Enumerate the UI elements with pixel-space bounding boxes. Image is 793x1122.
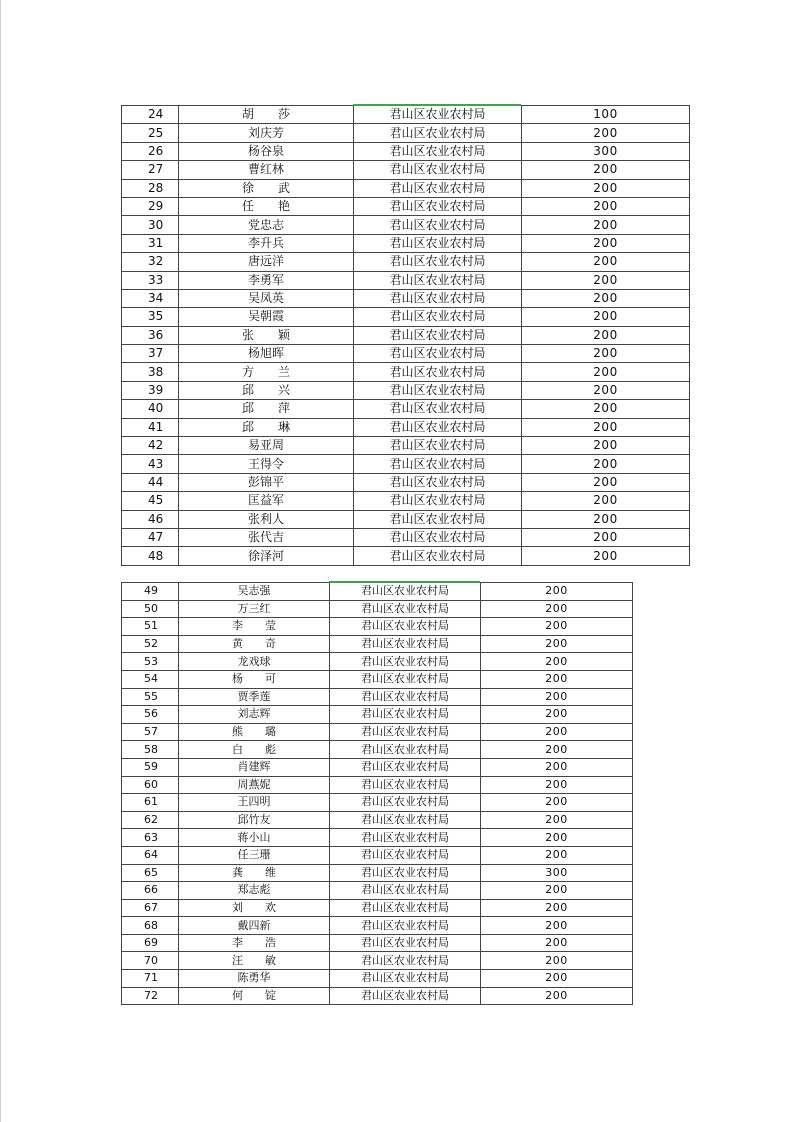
table-row	[122, 653, 633, 671]
row-number: 24	[122, 106, 179, 124]
table-row	[122, 124, 690, 142]
person-name: 李 浩	[179, 934, 330, 952]
unit-name: 君山区农业农村局	[330, 899, 481, 917]
row-number: 50	[122, 600, 179, 618]
row-number: 61	[122, 794, 179, 812]
table-row	[122, 846, 633, 864]
person-name: 彭锦平	[179, 473, 354, 491]
unit-name: 君山区农业农村局	[330, 723, 481, 741]
highlight-top-border-2	[329, 581, 480, 583]
amount-value: 200	[522, 216, 690, 234]
unit-name: 君山区农业农村局	[330, 653, 481, 671]
unit-name: 君山区农业农村局	[354, 179, 522, 197]
row-number: 53	[122, 653, 179, 671]
row-number: 57	[122, 723, 179, 741]
person-name: 吴朝霞	[179, 308, 354, 326]
row-number: 36	[122, 326, 179, 344]
row-number: 28	[122, 179, 179, 197]
amount-value: 200	[481, 706, 633, 724]
person-name: 贾季莲	[179, 688, 330, 706]
table-row	[122, 600, 633, 618]
person-name: 徐泽河	[179, 547, 354, 565]
person-name: 张利人	[179, 510, 354, 528]
table-row	[122, 547, 690, 565]
amount-value: 200	[522, 528, 690, 546]
amount-value: 200	[481, 600, 633, 618]
unit-name: 君山区农业农村局	[330, 600, 481, 618]
amount-value: 200	[522, 381, 690, 399]
table-row	[122, 161, 690, 179]
unit-name: 君山区农业农村局	[354, 234, 522, 252]
person-name: 党忠志	[179, 216, 354, 234]
unit-name: 君山区农业农村局	[354, 510, 522, 528]
unit-name: 君山区农业农村局	[330, 829, 481, 847]
amount-value: 200	[481, 758, 633, 776]
table-row	[122, 882, 633, 900]
person-name: 周燕妮	[179, 776, 330, 794]
unit-name: 君山区农业农村局	[354, 437, 522, 455]
table-row	[122, 758, 633, 776]
amount-value: 200	[522, 363, 690, 381]
unit-name: 君山区农业农村局	[330, 987, 481, 1005]
unit-name: 君山区农业农村局	[354, 106, 522, 124]
amount-value: 200	[481, 882, 633, 900]
unit-name: 君山区农业农村局	[354, 253, 522, 271]
row-number: 51	[122, 618, 179, 636]
table-row	[122, 418, 690, 436]
unit-name: 君山区农业农村局	[354, 363, 522, 381]
table-row	[122, 618, 633, 636]
unit-name: 君山区农业农村局	[330, 917, 481, 935]
row-number: 70	[122, 952, 179, 970]
person-name: 张 颖	[179, 326, 354, 344]
table-row	[122, 864, 633, 882]
row-number: 40	[122, 400, 179, 418]
amount-value: 200	[522, 234, 690, 252]
amount-value: 100	[522, 106, 690, 124]
unit-name: 君山区农业农村局	[330, 706, 481, 724]
unit-name: 君山区农业农村局	[354, 271, 522, 289]
row-number: 68	[122, 917, 179, 935]
person-name: 邱 兴	[179, 381, 354, 399]
table-row	[122, 811, 633, 829]
table-row	[122, 400, 690, 418]
unit-name: 君山区农业农村局	[330, 758, 481, 776]
amount-value: 200	[522, 197, 690, 215]
table-row	[122, 899, 633, 917]
row-number: 47	[122, 528, 179, 546]
table-row	[122, 670, 633, 688]
table-row	[122, 106, 690, 124]
table-row	[122, 142, 690, 160]
person-name: 郑志彪	[179, 882, 330, 900]
unit-name: 君山区农业农村局	[354, 216, 522, 234]
amount-value: 200	[481, 899, 633, 917]
table-row	[122, 363, 690, 381]
person-name: 黄 奇	[179, 635, 330, 653]
amount-value: 200	[522, 271, 690, 289]
unit-name: 君山区农业农村局	[354, 142, 522, 160]
unit-name: 君山区农业农村局	[330, 864, 481, 882]
table-row	[122, 289, 690, 307]
row-number: 72	[122, 987, 179, 1005]
unit-name: 君山区农业农村局	[330, 635, 481, 653]
amount-value: 200	[481, 635, 633, 653]
table-row	[122, 917, 633, 935]
person-name: 邱竹友	[179, 811, 330, 829]
amount-value: 200	[481, 846, 633, 864]
person-name: 龙戏球	[179, 653, 330, 671]
amount-value: 200	[481, 829, 633, 847]
person-name: 吴志强	[179, 583, 330, 601]
amount-value: 200	[481, 934, 633, 952]
amount-value: 200	[481, 794, 633, 812]
unit-name: 君山区农业农村局	[354, 124, 522, 142]
unit-name: 君山区农业农村局	[354, 289, 522, 307]
person-name: 杨 可	[179, 670, 330, 688]
person-name: 汪 敏	[179, 952, 330, 970]
row-number: 35	[122, 308, 179, 326]
table-row	[122, 528, 690, 546]
person-name: 邱 萍	[179, 400, 354, 418]
row-number: 66	[122, 882, 179, 900]
roster-table-2	[121, 582, 633, 1005]
table-row	[122, 970, 633, 988]
row-number: 45	[122, 492, 179, 510]
row-number: 32	[122, 253, 179, 271]
amount-value: 200	[481, 653, 633, 671]
page-left-edge	[0, 0, 1, 1122]
amount-value: 200	[481, 952, 633, 970]
row-number: 60	[122, 776, 179, 794]
table-row	[122, 455, 690, 473]
person-name: 李勇军	[179, 271, 354, 289]
unit-name: 君山区农业农村局	[354, 473, 522, 491]
amount-value: 200	[481, 987, 633, 1005]
row-number: 71	[122, 970, 179, 988]
unit-name: 君山区农业农村局	[330, 970, 481, 988]
amount-value: 200	[522, 161, 690, 179]
unit-name: 君山区农业农村局	[330, 952, 481, 970]
unit-name: 君山区农业农村局	[330, 846, 481, 864]
table-row	[122, 510, 690, 528]
row-number: 44	[122, 473, 179, 491]
row-number: 41	[122, 418, 179, 436]
person-name: 吴凤英	[179, 289, 354, 307]
table-row	[122, 492, 690, 510]
row-number: 62	[122, 811, 179, 829]
row-number: 27	[122, 161, 179, 179]
table-row	[122, 829, 633, 847]
amount-value: 300	[481, 864, 633, 882]
amount-value: 200	[522, 345, 690, 363]
amount-value: 200	[481, 741, 633, 759]
table-row	[122, 794, 633, 812]
amount-value: 200	[522, 253, 690, 271]
table-row	[122, 271, 690, 289]
roster-table-1-body	[122, 106, 690, 566]
amount-value: 200	[522, 179, 690, 197]
table-row	[122, 253, 690, 271]
person-name: 刘志辉	[179, 706, 330, 724]
row-number: 67	[122, 899, 179, 917]
table-row	[122, 776, 633, 794]
person-name: 任三珊	[179, 846, 330, 864]
unit-name: 君山区农业农村局	[354, 197, 522, 215]
row-number: 52	[122, 635, 179, 653]
table-row	[122, 345, 690, 363]
person-name: 刘庆芳	[179, 124, 354, 142]
person-name: 匡益军	[179, 492, 354, 510]
amount-value: 200	[522, 547, 690, 565]
person-name: 邱 琳	[179, 418, 354, 436]
table-row	[122, 688, 633, 706]
amount-value: 200	[481, 670, 633, 688]
unit-name: 君山区农业农村局	[354, 381, 522, 399]
row-number: 31	[122, 234, 179, 252]
table-row	[122, 179, 690, 197]
amount-value: 200	[481, 811, 633, 829]
person-name: 曹红林	[179, 161, 354, 179]
table-row	[122, 381, 690, 399]
amount-value: 200	[522, 289, 690, 307]
person-name: 肖建辉	[179, 758, 330, 776]
row-number: 58	[122, 741, 179, 759]
amount-value: 200	[481, 917, 633, 935]
person-name: 王得令	[179, 455, 354, 473]
roster-table-2-body	[122, 583, 633, 1005]
row-number: 34	[122, 289, 179, 307]
row-number: 39	[122, 381, 179, 399]
row-number: 56	[122, 706, 179, 724]
person-name: 白 彪	[179, 741, 330, 759]
amount-value: 200	[522, 400, 690, 418]
row-number: 33	[122, 271, 179, 289]
amount-value: 200	[522, 455, 690, 473]
person-name: 万三红	[179, 600, 330, 618]
unit-name: 君山区农业农村局	[330, 811, 481, 829]
amount-value: 200	[481, 583, 633, 601]
table-row	[122, 934, 633, 952]
amount-value: 300	[522, 142, 690, 160]
row-number: 55	[122, 688, 179, 706]
table-row	[122, 635, 633, 653]
row-number: 37	[122, 345, 179, 363]
person-name: 龚 维	[179, 864, 330, 882]
unit-name: 君山区农业农村局	[330, 741, 481, 759]
table-row	[122, 234, 690, 252]
unit-name: 君山区农业农村局	[354, 400, 522, 418]
unit-name: 君山区农业农村局	[330, 794, 481, 812]
roster-table-1	[121, 105, 690, 566]
table-row	[122, 437, 690, 455]
amount-value: 200	[481, 618, 633, 636]
row-number: 69	[122, 934, 179, 952]
person-name: 陈勇华	[179, 970, 330, 988]
row-number: 59	[122, 758, 179, 776]
person-name: 刘 欢	[179, 899, 330, 917]
unit-name: 君山区农业农村局	[354, 326, 522, 344]
table-row	[122, 473, 690, 491]
person-name: 徐 武	[179, 179, 354, 197]
row-number: 48	[122, 547, 179, 565]
unit-name: 君山区农业农村局	[354, 547, 522, 565]
unit-name: 君山区农业农村局	[330, 670, 481, 688]
row-number: 46	[122, 510, 179, 528]
row-number: 29	[122, 197, 179, 215]
person-name: 易亚周	[179, 437, 354, 455]
row-number: 26	[122, 142, 179, 160]
amount-value: 200	[481, 776, 633, 794]
amount-value: 200	[522, 492, 690, 510]
unit-name: 君山区农业农村局	[354, 528, 522, 546]
unit-name: 君山区农业农村局	[330, 583, 481, 601]
unit-name: 君山区农业农村局	[354, 345, 522, 363]
person-name: 蒋小山	[179, 829, 330, 847]
amount-value: 200	[522, 437, 690, 455]
unit-name: 君山区农业农村局	[330, 882, 481, 900]
amount-value: 200	[522, 418, 690, 436]
amount-value: 200	[481, 723, 633, 741]
person-name: 方 兰	[179, 363, 354, 381]
amount-value: 200	[522, 308, 690, 326]
amount-value: 200	[481, 970, 633, 988]
table-row	[122, 706, 633, 724]
table-row	[122, 197, 690, 215]
table-row	[122, 723, 633, 741]
amount-value: 200	[522, 510, 690, 528]
row-number: 64	[122, 846, 179, 864]
person-name: 杨旭晖	[179, 345, 354, 363]
person-name: 王四明	[179, 794, 330, 812]
person-name: 戴四新	[179, 917, 330, 935]
amount-value: 200	[522, 124, 690, 142]
row-number: 54	[122, 670, 179, 688]
person-name: 唐远洋	[179, 253, 354, 271]
row-number: 30	[122, 216, 179, 234]
row-number: 63	[122, 829, 179, 847]
table-row	[122, 216, 690, 234]
unit-name: 君山区农业农村局	[354, 308, 522, 326]
unit-name: 君山区农业农村局	[354, 492, 522, 510]
person-name: 李 莹	[179, 618, 330, 636]
table-row	[122, 741, 633, 759]
person-name: 何 锭	[179, 987, 330, 1005]
table-row	[122, 326, 690, 344]
row-number: 65	[122, 864, 179, 882]
unit-name: 君山区农业农村局	[330, 934, 481, 952]
unit-name: 君山区农业农村局	[354, 455, 522, 473]
person-name: 杨谷泉	[179, 142, 354, 160]
row-number: 25	[122, 124, 179, 142]
table-row	[122, 952, 633, 970]
unit-name: 君山区农业农村局	[330, 776, 481, 794]
amount-value: 200	[522, 473, 690, 491]
row-number: 38	[122, 363, 179, 381]
row-number: 42	[122, 437, 179, 455]
unit-name: 君山区农业农村局	[330, 688, 481, 706]
person-name: 张代吉	[179, 528, 354, 546]
unit-name: 君山区农业农村局	[330, 618, 481, 636]
amount-value: 200	[522, 326, 690, 344]
row-number: 49	[122, 583, 179, 601]
person-name: 胡 莎	[179, 106, 354, 124]
table-row	[122, 308, 690, 326]
person-name: 李升兵	[179, 234, 354, 252]
row-number: 43	[122, 455, 179, 473]
person-name: 任 艳	[179, 197, 354, 215]
person-name: 熊 璐	[179, 723, 330, 741]
amount-value: 200	[481, 688, 633, 706]
table-row	[122, 987, 633, 1005]
unit-name: 君山区农业农村局	[354, 418, 522, 436]
highlight-top-border-1	[353, 104, 521, 106]
table-row	[122, 583, 633, 601]
unit-name: 君山区农业农村局	[354, 161, 522, 179]
